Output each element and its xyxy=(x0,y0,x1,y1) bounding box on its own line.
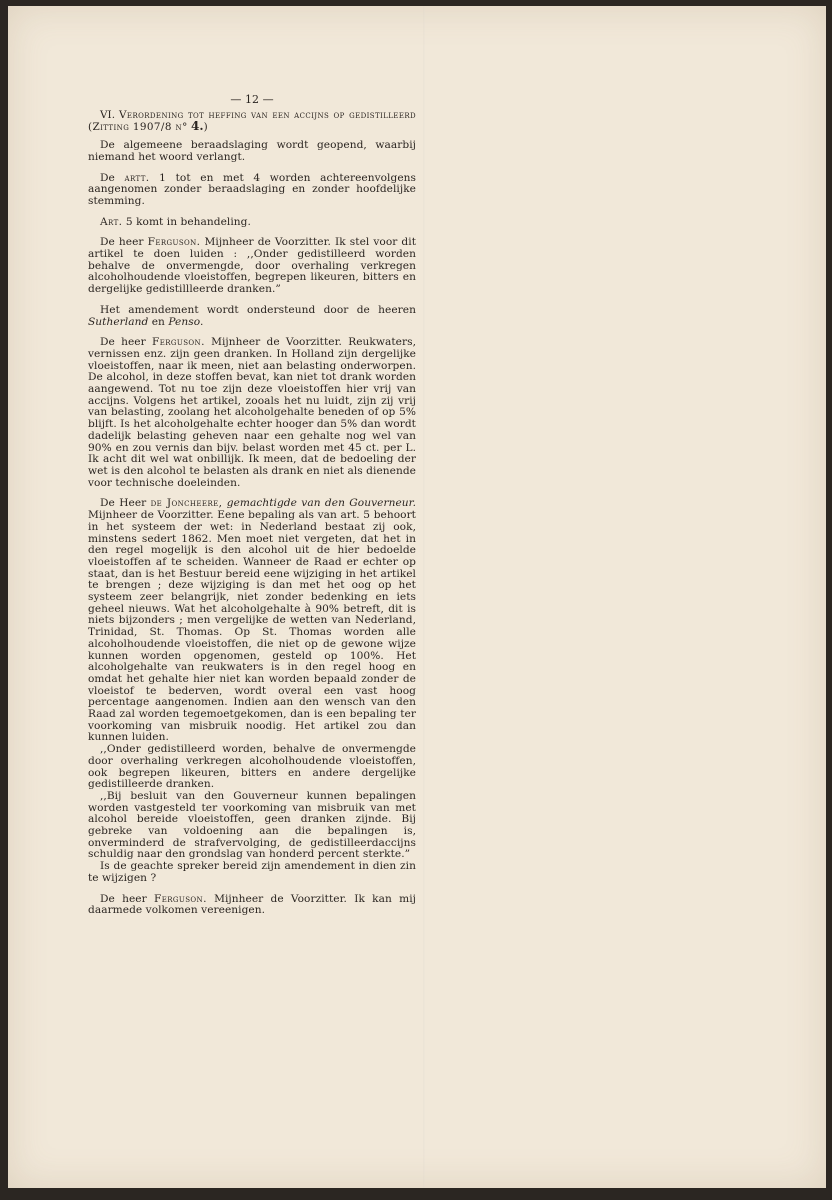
heading-numeral: VI. xyxy=(100,108,116,121)
p7-pre: De Heer xyxy=(100,497,147,510)
p6-pre: De heer xyxy=(100,336,146,349)
p3-art: Art. xyxy=(100,215,123,228)
paragraph-6 xyxy=(88,337,416,489)
p5-pre: Het amendement wordt ondersteund door de heeren xyxy=(100,303,416,316)
p5-name-2: Penso. xyxy=(168,315,204,328)
p7-role: gemachtigde van den Gouverneur. xyxy=(226,497,417,510)
p2-pre: De xyxy=(100,171,115,184)
paragraph-10: Is de geachte spreker bereid zijn amendement in dien zin te wijzigen ? xyxy=(88,860,416,884)
p2-rest: 1 tot en met 4 worden achtereenvolgens aangenomen zonder beraadslaging en zonder hoofdelijke stemming. xyxy=(88,171,416,207)
p11-speaker: Ferguson. xyxy=(153,892,207,905)
p5-mid: en xyxy=(151,315,165,328)
p7-rest: Mijnheer de Voorzitter. Eene bepaling als van art. 5 behoort in het systeem der wet: in Nederland bestaat zij ook, minstens sedert 1862. Men moet niet vergeten, dat het in den regel mogelijk is den alcohol uit de hier bedoelde vloeistoffen af te scheiden. Wanneer de Raad er echter op staat, dan is het Bestuur bereid eene wijziging in het artikel te brengen ; deze wijziging is dan met het oog op het systeem zeer belangrijk, niet zonder bedenking en iets geheel nieuws. Wat het alcoholgehalte à 90% betreft, dit is niets bijzonders ; men vergelijke de wetten van Nederland, Trinidad, St. Thomas. Op St. Thomas worden alle alcoholhoudende vloeistoffen, die niet op de gewone wijze kunnen worden opgenomen, gesteld op 100%. Het alcoholgehalte van reukwaters is in den regel hoog en omdat het gehalte hier niet kan worden bepaald zonder de vloeistof te bederven, wordt overal een vast hoog percentage aangenomen. Indien aan den wensch van den Raad zal worden tegemoetgekomen, dan is een bepaling ter voorkoming van misbruik noodig. Het artikel zou dan kunnen luiden. xyxy=(88,509,416,744)
p7-speaker: de Joncheere, xyxy=(150,497,223,510)
p2-artt: artt. xyxy=(124,171,150,184)
p4-speaker: Ferguson. xyxy=(147,236,201,249)
paragraph-8: ,,Onder gedistilleerd worden, behalve de onvermengde door overhaling verkregen alcoholhoudende vloeistoffen, ook begrepen likeuren, bitters en andere dergelijke gedistilleerde dranken. xyxy=(88,743,416,791)
paragraph-9: ,,Bij besluit van den Gouverneur kunnen bepalingen worden vastgesteld ter voorkoming van misbruik van met alcohol bereide vloeistoffen, geen dranken zijnde. Bij gebreke van voldoening aan die bepalingen is, onverminderd de strafvervolging, de gedistilleerdaccijns schuldig naar den grondslag van honderd percent sterkte.” xyxy=(88,789,416,861)
text-column xyxy=(88,94,416,926)
heading-close: ) xyxy=(203,121,208,134)
p4-rest: Mijnheer de Voorzitter. Ik stel voor dit artikel te doen luiden : ,,Onder gedistilleerd worden behalve de onvermengde, door overhaling verkregen alcoholhoudende vloeistoffen, begrepen likeuren, bitters en dergelijke gedistillleerde dranken.” xyxy=(88,236,416,296)
paragraph-7 xyxy=(88,498,416,744)
p11-rest: Mijnheer de Voorzitter. Ik kan mij daarmede volkomen vereenigen. xyxy=(88,892,416,917)
p6-speaker: Ferguson. xyxy=(151,336,205,349)
heading-number: 4. xyxy=(191,119,204,134)
paper-fold xyxy=(423,6,425,1188)
page-number: — 12 — xyxy=(230,93,274,106)
p3-rest: 5 komt in behandeling. xyxy=(125,215,251,228)
paragraph-5 xyxy=(88,305,416,328)
paragraph-2 xyxy=(88,173,416,208)
p11-pre: De heer xyxy=(100,892,147,905)
paragraph-4 xyxy=(88,237,416,296)
section-heading xyxy=(88,110,416,134)
paragraph-1: De algemeene beraadslaging wordt geopend, waarbij niemand het woord verlangt. xyxy=(88,139,416,163)
paragraph-3 xyxy=(88,217,416,229)
paragraph-11 xyxy=(88,894,416,917)
heading-title: Verordening tot heffing van een accijns op gedistilleerd (Zitting 1907/8 n° xyxy=(88,108,417,134)
document-page xyxy=(8,6,826,1188)
p6-rest: Mijnheer de Voorzitter. Reukwaters, vernissen enz. zijn geen dranken. In Holland zijn dergelijke vloeistoffen, naar ik meen, niet aan belasting onderworpen. De alcohol, in deze stoffen bevat, kan niet tot drank worden aangewend. Tot nu toe zijn deze vloeistoffen hier vrij van accijns. Volgens het artikel, zooals het nu luidt, zijn zij vrij van belasting, zoolang het alcoholgehalte beneden of op 5% blijft. Is het alcoholgehalte echter hooger dan 5% dan wordt dadelijk belasting geheven naar een gehalte nog wel van 90% en zou vernis dan bijv. belast worden met 45 ct. per L. Ik acht dit wel wat onbillijk. Ik meen, dat de bedoeling der wet is den alcohol te belasten als drank en niet als dienende voor technische doeleinden. xyxy=(88,336,417,489)
p5-name-1: Sutherland xyxy=(88,315,149,328)
p4-pre: De heer xyxy=(100,236,144,249)
